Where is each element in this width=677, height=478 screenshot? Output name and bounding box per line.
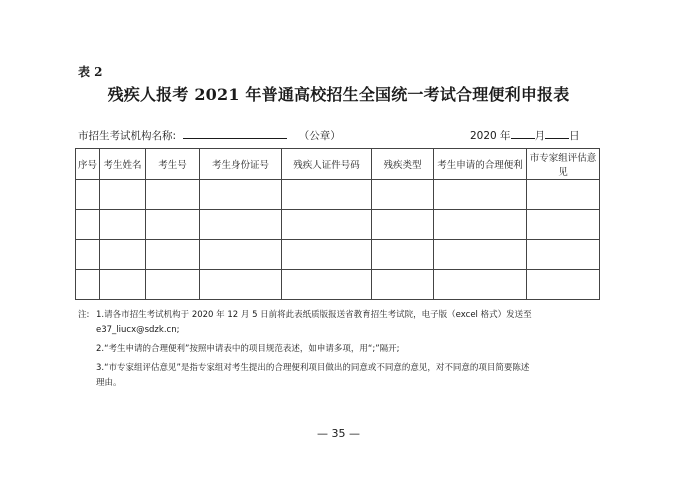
table-cell[interactable]	[372, 270, 434, 300]
note-3-line-2: 理由。	[96, 378, 122, 388]
year-label: 2020 年	[470, 130, 511, 142]
table-cell[interactable]	[146, 240, 200, 270]
table-cell[interactable]	[527, 180, 600, 210]
table-cell[interactable]	[282, 240, 372, 270]
table-cell[interactable]	[282, 180, 372, 210]
document-title: 残疾人报考 2021 年普通高校招生全国统一考试合理便利申报表	[107, 85, 570, 104]
col-header-name: 考生姓名	[100, 149, 146, 180]
table-cell[interactable]	[100, 210, 146, 240]
table-cell[interactable]	[100, 270, 146, 300]
table-cell[interactable]	[146, 180, 200, 210]
table-cell[interactable]	[146, 210, 200, 240]
col-header-disability-type: 残疾类型	[372, 149, 434, 180]
table-cell[interactable]	[372, 240, 434, 270]
table-cell[interactable]	[76, 240, 100, 270]
table-cell[interactable]	[527, 270, 600, 300]
date-row	[470, 128, 580, 143]
table-cell[interactable]	[372, 180, 434, 210]
table-cell[interactable]	[200, 210, 282, 240]
table-cell[interactable]	[76, 210, 100, 240]
table-cell[interactable]	[76, 270, 100, 300]
col-header-disability-cert: 残疾人证件号码	[282, 149, 372, 180]
day-label: 日	[569, 130, 580, 142]
note-2: 2.“考生申请的合理便利”按照申请表中的项目规范表述，如申请多项，用“;”隔开;	[96, 344, 400, 354]
table-row	[76, 240, 600, 270]
table-cell[interactable]	[100, 180, 146, 210]
col-header-exam-id: 考生号	[146, 149, 200, 180]
table-cell[interactable]	[146, 270, 200, 300]
note-1-line-1: 1.请各市招生考试机构于 2020 年 12 月 5 日前将此表纸质版报送省教育招生考试院，电子版（excel 格式）发送至	[96, 310, 532, 320]
table-label: 表 2	[78, 65, 103, 79]
table-cell[interactable]	[200, 240, 282, 270]
table-row	[76, 180, 600, 210]
table-row	[76, 270, 600, 300]
month-label: 月	[534, 130, 546, 142]
table-cell[interactable]	[434, 180, 527, 210]
col-header-id-card: 考生身份证号	[200, 149, 282, 180]
table-cell[interactable]	[282, 270, 372, 300]
day-blank	[545, 128, 569, 139]
table-cell[interactable]	[200, 180, 282, 210]
month-blank	[511, 128, 535, 139]
table-cell[interactable]	[527, 210, 600, 240]
table-cell[interactable]	[434, 240, 527, 270]
table-cell[interactable]	[434, 270, 527, 300]
col-header-expert-opinion: 市专家组评估意见	[527, 149, 600, 180]
table-cell[interactable]	[434, 210, 527, 240]
table-cell[interactable]	[372, 210, 434, 240]
table-cell[interactable]	[76, 180, 100, 210]
note-3-line-1: 3.“市专家组评估意见”是指专家组对考生提出的合理便利项目做出的同意或不同意的意见，对不同意的项目简要陈述	[96, 363, 530, 373]
col-header-index: 序号	[76, 149, 100, 180]
org-name-blank	[183, 128, 287, 139]
note-1-email: e37_liucx@sdzk.cn;	[96, 325, 180, 335]
table-cell[interactable]	[100, 240, 146, 270]
table-cell[interactable]	[200, 270, 282, 300]
page-number: — 35 —	[317, 427, 360, 440]
notes-prefix: 注:	[78, 310, 90, 320]
seal-label: （公章）	[298, 130, 341, 142]
col-header-accommodation: 考生申请的合理便利	[434, 149, 527, 180]
table-cell[interactable]	[282, 210, 372, 240]
application-table	[75, 148, 600, 300]
table-cell[interactable]	[527, 240, 600, 270]
table-row	[76, 210, 600, 240]
org-name-row	[78, 128, 341, 143]
org-name-label: 市招生考试机构名称:	[78, 130, 177, 142]
table-header-row	[76, 149, 600, 180]
